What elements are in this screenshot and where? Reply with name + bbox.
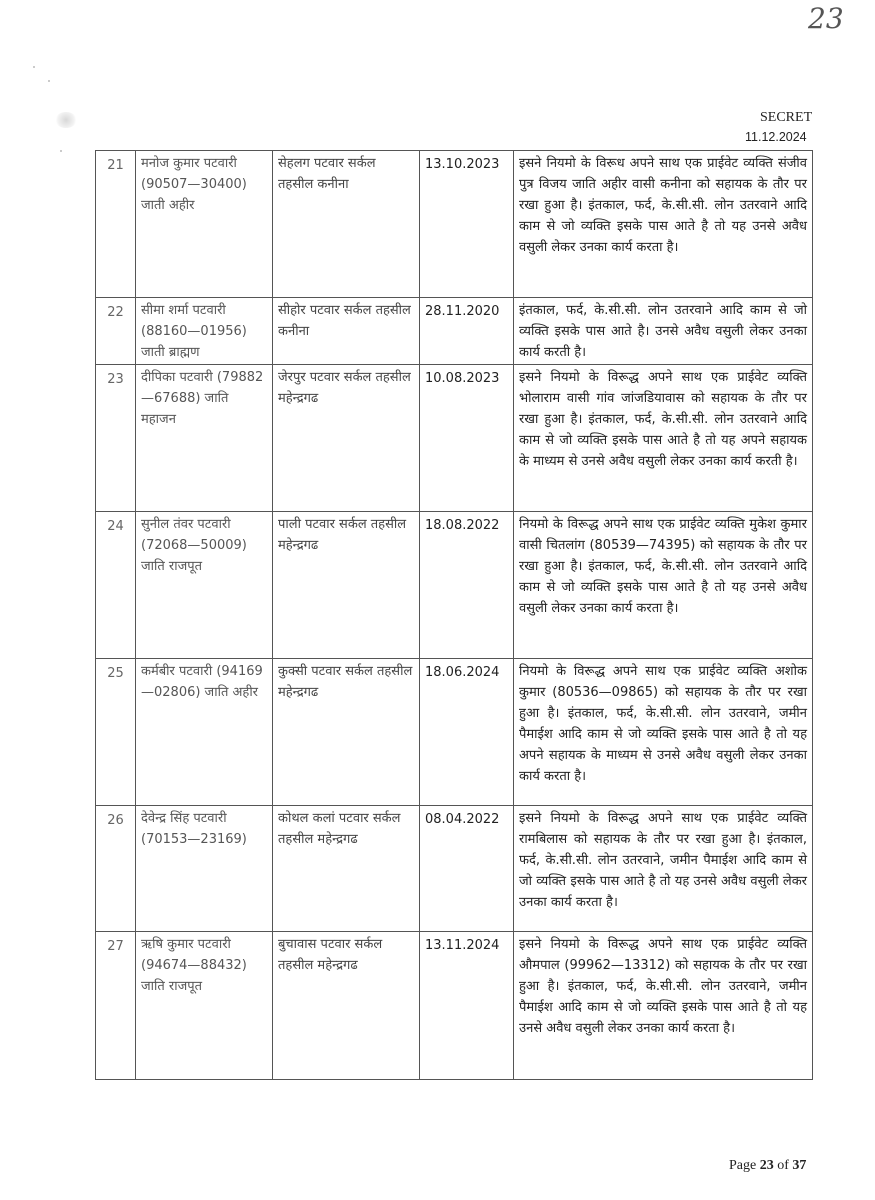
allegation-description: इसने नियमो के विरूद्ध अपने साथ एक प्राईवेट व्यक्ति भोलाराम वासी गांव जांजडियावास को सहायक के तौर पर रखा हुआ है। इंतकाल, फर्द, के.सी.सी. लोन उतरवाने आदि काम से जो व्यक्ति इसके पास आते है तो यह अपने सहायक के माध्यम से उनसे अवैध वसुली लेकर उनका कार्य करती है। xyxy=(514,365,813,512)
patwar-circle: कोथल कलां पटवार सर्कल तहसील महेन्द्रगढ xyxy=(273,806,420,932)
serial-number: 27 xyxy=(96,932,136,1080)
patwari-name: सुनील तंवर पटवारी (72068—50009) जाति राजपूत xyxy=(136,512,273,659)
patwari-name: कर्मबीर पटवारी (94169—02806) जाति अहीर xyxy=(136,659,273,806)
patwar-circle: कुक्सी पटवार सर्कल तहसील महेन्द्रगढ xyxy=(273,659,420,806)
patwari-name: ऋषि कुमार पटवारी (94674—88432) जाति राजपूत xyxy=(136,932,273,1080)
patwari-name: सीमा शर्मा पटवारी (88160—01956) जाती ब्राह्मण xyxy=(136,298,273,365)
handwritten-page-number: 23 xyxy=(808,2,844,35)
table-row xyxy=(96,151,813,298)
patwar-circle: सीहोर पटवार सर्कल तहसील कनीना xyxy=(273,298,420,365)
allegation-description: नियमो के विरूद्ध अपने साथ एक प्राईवेट व्यक्ति अशोक कुमार (80536—09865) को सहायक के तौर पर रखा हुआ है। इंतकाल, फर्द, के.सी.सी. लोन उतरवाने, जमीन पैमाईश आदि काम से जो व्यक्ति इसके पास आते है तो यह अपने सहायक के माध्यम से उनसे अवैध वसुली लेकर उनका कार्य करता है। xyxy=(514,659,813,806)
document-date: 11.12.2024 xyxy=(745,130,807,144)
posting-date: 28.11.2020 xyxy=(420,298,514,365)
posting-date: 13.10.2023 xyxy=(420,151,514,298)
serial-number: 25 xyxy=(96,659,136,806)
allegation-description: इसने नियमो के विरूद्ध अपने साथ एक प्राईवेट व्यक्ति औमपाल (99962—13312) को सहायक के तौर पर रखा हुआ है। इंतकाल, फर्द, के.सी.सी. लोन उतरवाने, जमीन पैमाईश आदि काम से जो व्यक्ति इसके पास आते है तो यह उनसे अवैध वसुली लेकर उनका कार्य करता है। xyxy=(514,932,813,1080)
patwari-name: मनोज कुमार पटवारी (90507—30400) जाती अहीर xyxy=(136,151,273,298)
serial-number: 21 xyxy=(96,151,136,298)
footer-middle: of xyxy=(773,1158,793,1173)
scan-speck xyxy=(60,150,62,152)
table-row xyxy=(96,659,813,806)
page-footer xyxy=(729,1158,806,1174)
table-row xyxy=(96,806,813,932)
allegation-description: इसने नियमो के विरूद्ध अपने साथ एक प्राईवेट व्यक्ति रामबिलास को सहायक के तौर पर रखा हुआ है। इंतकाल, फर्द, के.सी.सी. लोन उतरवाने, जमीन पैमाईश आदि काम से जो व्यक्ति इसके पास आते है तो यह उनसे अवैध वसुली लेकर उनका कार्य करता है। xyxy=(514,806,813,932)
serial-number: 22 xyxy=(96,298,136,365)
patwar-circle: जेरपुर पटवार सर्कल तहसील महेन्द्रगढ xyxy=(273,365,420,512)
table-row xyxy=(96,932,813,1080)
patwari-name: दीपिका पटवारी (79882—67688) जाति महाजन xyxy=(136,365,273,512)
table-row xyxy=(96,512,813,659)
allegation-description: इंतकाल, फर्द, के.सी.सी. लोन उतरवाने आदि काम से जो व्यक्ति इसके पास आते है। उनसे अवैध वसुली लेकर उनका कार्य करती है। xyxy=(514,298,813,365)
serial-number: 24 xyxy=(96,512,136,659)
footer-total-pages: 37 xyxy=(792,1158,807,1173)
patwari-name: देवेन्द्र सिंह पटवारी (70153—23169) xyxy=(136,806,273,932)
table-row xyxy=(96,298,813,365)
patwar-circle: पाली पटवार सर्कल तहसील महेन्द्रगढ xyxy=(273,512,420,659)
scan-speck xyxy=(33,66,35,68)
posting-date: 13.11.2024 xyxy=(420,932,514,1080)
serial-number: 26 xyxy=(96,806,136,932)
patwari-table xyxy=(95,150,813,1080)
posting-date: 10.08.2023 xyxy=(420,365,514,512)
table-row xyxy=(96,365,813,512)
footer-prefix: Page xyxy=(729,1158,760,1173)
allegation-description: नियमो के विरूद्ध अपने साथ एक प्राईवेट व्यक्ति मुकेश कुमार वासी चितलांग (80539—74395) को सहायक के तौर पर रखा हुआ है। इंतकाल, फर्द, के.सी.सी. लोन उतरवाने आदि काम से जो व्यक्ति इसके पास आते है तो यह उनसे अवैध वसुली लेकर उनका कार्य करता है। xyxy=(514,512,813,659)
allegation-description: इसने नियमो के विरूध अपने साथ एक प्राईवेट व्यक्ति संजीव पुत्र विजय जाति अहीर वासी कनीना को सहायक के तौर पर रखा हुआ है। इंतकाल, फर्द, के.सी.सी. लोन उतरवाने आदि काम से जो व्यक्ति इसके पास आते है तो यह उनसे अवैध वसुली लेकर उनका कार्य करता है। xyxy=(514,151,813,298)
posting-date: 18.06.2024 xyxy=(420,659,514,806)
posting-date: 18.08.2022 xyxy=(420,512,514,659)
scan-smudge xyxy=(55,112,77,128)
footer-current-page: 23 xyxy=(759,1158,774,1173)
patwar-circle: बुचावास पटवार सर्कल तहसील महेन्द्रगढ xyxy=(273,932,420,1080)
serial-number: 23 xyxy=(96,365,136,512)
posting-date: 08.04.2022 xyxy=(420,806,514,932)
classification-label: SECRET xyxy=(760,110,813,125)
patwar-circle: सेहलग पटवार सर्कल तहसील कनीना xyxy=(273,151,420,298)
scan-speck xyxy=(48,80,50,82)
